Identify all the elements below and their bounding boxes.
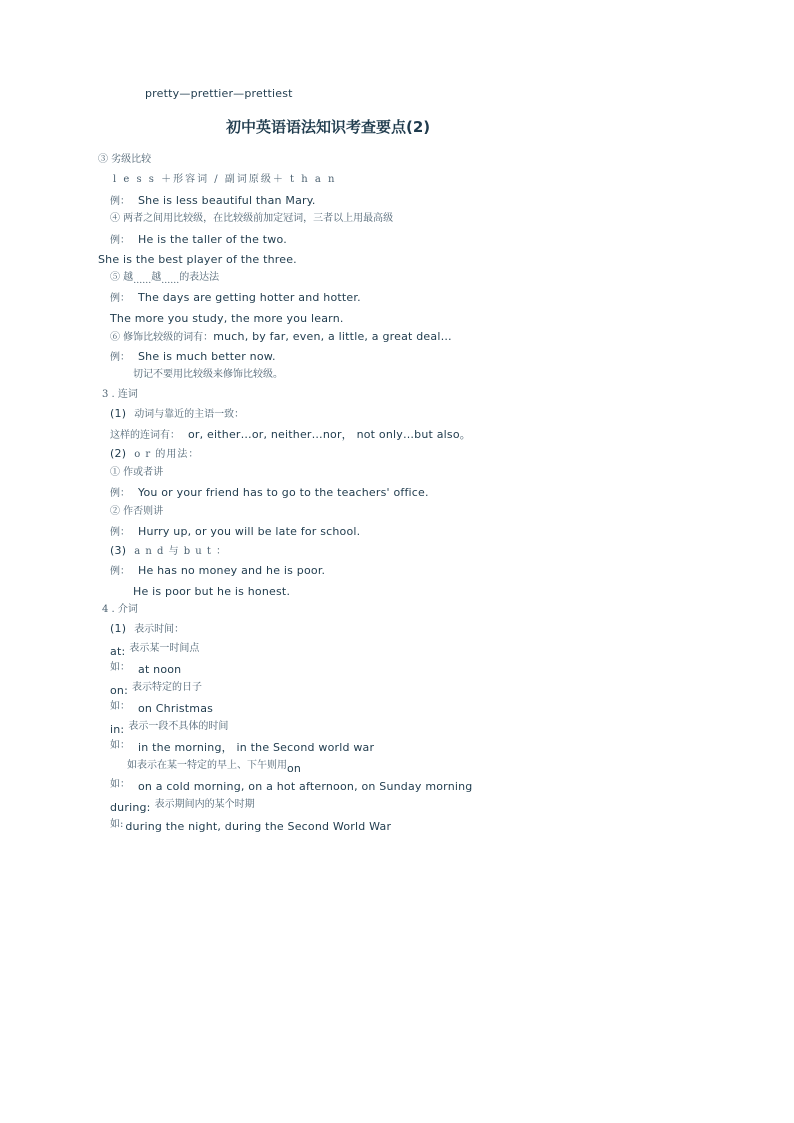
numbered-line — [110, 407, 244, 422]
example-line — [110, 564, 325, 579]
formula-line: l e s s ＋形容词 / 副词原级＋ t h a n — [113, 174, 337, 185]
section-heading: 3 . 连词 — [102, 389, 138, 400]
example-label: 如： — [110, 662, 130, 673]
note-line: 切记不要用比较级来修饰比较级。 — [133, 369, 283, 380]
example-line — [110, 233, 287, 248]
example-label: 例： — [110, 566, 130, 577]
note-key: on — [287, 762, 302, 775]
example-label: 如: — [110, 819, 124, 830]
ellipsis: …… — [133, 276, 152, 286]
modifier-line — [110, 330, 452, 345]
example-text: Hurry up, or you will be late for school. — [138, 525, 361, 538]
preposition-key: at: — [110, 645, 126, 658]
modifier-text: much, by far, even, a little, a great deal… — [213, 330, 452, 343]
item-number: (1) — [110, 407, 127, 420]
conjunction-line — [110, 428, 471, 443]
example-line — [110, 194, 316, 209]
example-line — [110, 700, 213, 716]
item-number: (2) — [110, 447, 127, 460]
example-text: at noon — [138, 663, 182, 676]
item-text: a n d 与 b u t ： — [134, 546, 228, 557]
preposition-key: on: — [110, 684, 129, 697]
ellipsis: …… — [161, 276, 180, 286]
item-number: (1) — [110, 622, 127, 635]
note-line — [127, 758, 301, 776]
rule-line: ④ 两者之间用比较级，在比较级前加定冠词，三者以上用最高级 — [110, 213, 394, 224]
example-text: on Christmas — [138, 702, 214, 715]
example-label: 例： — [110, 488, 130, 499]
heading-part: 越 — [151, 272, 162, 283]
example-text: during the night, during the Second World War — [125, 820, 392, 833]
example-line — [110, 291, 361, 306]
example-text: He has no money and he is poor. — [138, 564, 326, 577]
example-text: on a cold morning, on a hot afternoon, on Sunday morning — [138, 780, 473, 793]
item-text: 表示时间： — [134, 624, 185, 635]
numbered-line — [110, 544, 227, 559]
example-text: in the morning， in the Second world war — [138, 741, 375, 754]
modifier-label: ⑥ 修饰比较级的词有： — [110, 332, 214, 343]
sub-heading: ② 作否则讲 — [110, 506, 164, 517]
section-heading: 4 . 介词 — [102, 604, 138, 615]
example-line — [110, 525, 360, 540]
example-line — [110, 818, 391, 834]
item-text: 动词与靠近的主语一致： — [134, 409, 245, 420]
preposition-text: 表示特定的日子 — [132, 682, 203, 693]
preposition-text: 表示一段不具体的时间 — [128, 721, 229, 732]
section-heading — [110, 271, 219, 288]
example-text: He is poor but he is honest. — [133, 585, 291, 598]
preposition-line — [110, 720, 228, 737]
preposition-line — [110, 642, 199, 659]
text-line: pretty—prettier—prettiest — [145, 87, 293, 100]
preposition-line — [110, 798, 255, 815]
item-text: o r 的用法： — [134, 449, 200, 460]
conjunction-label: 这样的连词有： — [110, 430, 180, 441]
example-line — [110, 350, 276, 365]
numbered-line — [110, 622, 184, 637]
preposition-text: 表示期间内的某个时期 — [154, 799, 255, 810]
example-label: 如： — [110, 779, 130, 790]
example-text: She is less beautiful than Mary. — [138, 194, 316, 207]
preposition-text: 表示某一时间点 — [129, 643, 200, 654]
example-label: 例： — [110, 293, 130, 304]
note-text: 如表示在某一特定的早上、下午则用 — [127, 760, 287, 771]
example-line — [110, 739, 374, 755]
conjunction-text: or, either…or, neither…nor， not only…but also。 — [188, 428, 471, 441]
example-label: 如： — [110, 701, 130, 712]
numbered-line — [110, 447, 199, 462]
example-label: 如： — [110, 740, 130, 751]
heading-part: ⑤ 越 — [110, 272, 134, 283]
preposition-key: in: — [110, 723, 125, 736]
example-text: She is much better now. — [138, 350, 276, 363]
example-line — [110, 661, 181, 677]
heading-part: 的表达法 — [179, 272, 220, 283]
sub-heading: ① 作或者讲 — [110, 467, 164, 478]
section-heading: ③ 劣级比较 — [98, 154, 152, 165]
example-line — [110, 486, 429, 501]
preposition-line — [110, 681, 202, 698]
example-label: 例： — [110, 235, 130, 246]
example-text: The days are getting hotter and hotter. — [138, 291, 361, 304]
preposition-key: during: — [110, 801, 151, 814]
example-text: The more you study, the more you learn. — [110, 312, 344, 325]
example-text: She is the best player of the three. — [98, 253, 297, 266]
example-line — [110, 778, 472, 794]
item-number: (3) — [110, 544, 127, 557]
example-text: He is the taller of the two. — [138, 233, 287, 246]
example-label: 例： — [110, 196, 130, 207]
example-text: You or your friend has to go to the teachers' office. — [138, 486, 429, 499]
example-label: 例： — [110, 527, 130, 538]
example-label: 例： — [110, 352, 130, 363]
page-title: 初中英语语法知识考查要点(2) — [226, 118, 431, 136]
